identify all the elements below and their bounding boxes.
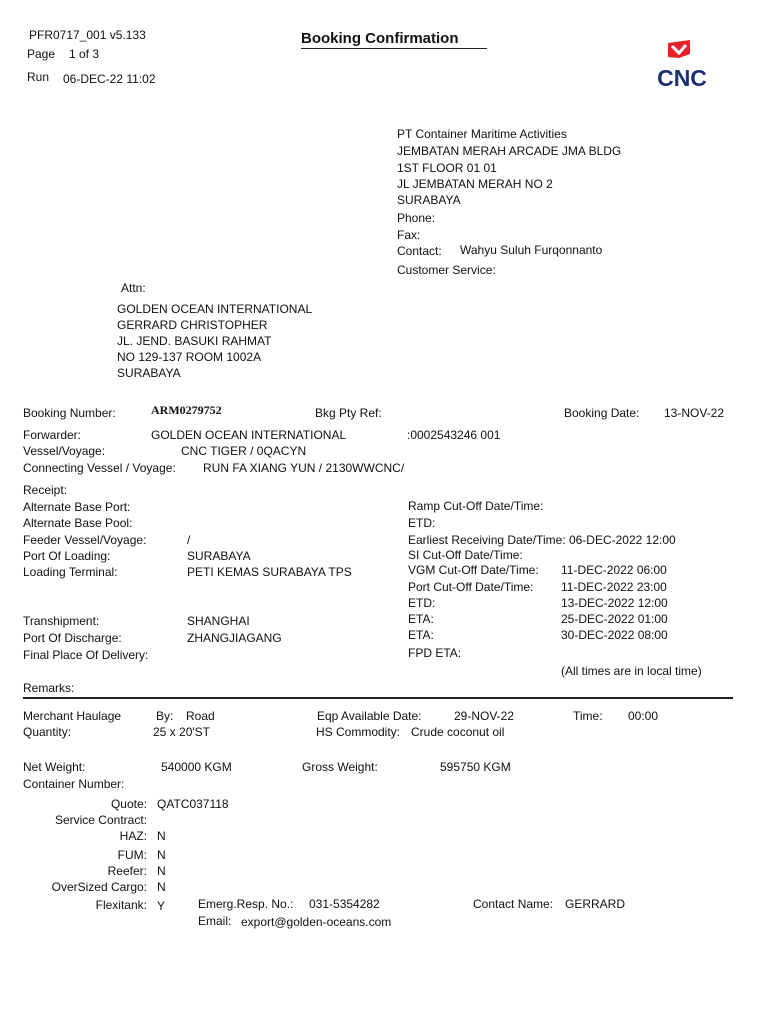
- logo-text: CNC: [657, 65, 707, 91]
- gross-weight-value: 595750 KGM: [440, 760, 511, 774]
- feeder-value: /: [187, 533, 191, 547]
- contact-label: Contact:: [397, 244, 442, 258]
- company-address-line: JEMBATAN MERAH ARCADE JMA BLDG: [397, 144, 622, 158]
- contact-value: Wahyu Suluh Furqonnanto: [460, 243, 603, 257]
- attn-line: SURABAYA: [117, 366, 181, 380]
- company-address-line: SURABAYA: [397, 193, 461, 207]
- fum-label: FUM:: [117, 848, 147, 862]
- oversized-cargo-label: OverSized Cargo:: [51, 880, 147, 894]
- ramp-cutoff-label: Ramp Cut-Off Date/Time:: [408, 499, 544, 513]
- run-label: Run: [27, 70, 50, 84]
- emergency-response-value: 031-5354282: [309, 897, 380, 911]
- attn-line: GERRARD CHRISTOPHER: [117, 318, 268, 332]
- company-name: PT Container Maritime Activities: [397, 127, 567, 141]
- page-number: 1 of 3: [69, 47, 100, 61]
- net-weight-label: Net Weight:: [23, 760, 86, 774]
- run-datetime: 06-DEC-22 11:02: [63, 72, 156, 86]
- bkg-pty-ref-label: Bkg Pty Ref:: [315, 406, 382, 420]
- alt-base-port-label: Alternate Base Port:: [23, 500, 131, 514]
- alt-base-pool-label: Alternate Base Pool:: [23, 516, 133, 530]
- fax-label: Fax:: [397, 228, 421, 242]
- loading-terminal-value: PETI KEMAS SURABAYA TPS: [187, 565, 352, 579]
- customer-service-label: Customer Service:: [397, 263, 496, 277]
- earliest-receiving: Earliest Receiving Date/Time: 06-DEC-2022 12:00: [408, 533, 676, 547]
- port-cutoff-label: Port Cut-Off Date/Time:: [408, 580, 534, 594]
- forwarder-code: :0002543246 001: [407, 428, 501, 442]
- transhipment-label: Transhipment:: [23, 614, 100, 628]
- flexitank-label: Flexitank:: [95, 898, 147, 912]
- document-title: Booking Confirmation: [301, 30, 459, 47]
- hs-commodity-label: HS Commodity:: [316, 725, 401, 739]
- flexitank-value: Y: [157, 899, 166, 913]
- feeder-label: Feeder Vessel/Voyage:: [23, 533, 147, 547]
- vgm-cutoff-value: 11-DEC-2022 06:00: [561, 563, 667, 577]
- email-label: Email:: [198, 914, 232, 928]
- transhipment-value: SHANGHAI: [187, 614, 250, 628]
- net-weight-value: 540000 KGM: [161, 760, 232, 774]
- form-id: PFR0717_001 v5.133: [29, 28, 146, 42]
- attn-line: NO 129-137 ROOM 1002A: [117, 350, 262, 364]
- quote-value: QATC037118: [157, 797, 229, 811]
- loading-terminal-label: Loading Terminal:: [23, 565, 118, 579]
- etd-value: 13-DEC-2022 12:00: [561, 596, 668, 610]
- reefer-value: N: [157, 864, 166, 878]
- haulage-label: Merchant Haulage: [23, 709, 122, 723]
- port-cutoff-value: 11-DEC-2022 23:00: [561, 580, 667, 594]
- eta-label: ETA:: [408, 628, 434, 642]
- vgm-cutoff-label: VGM Cut-Off Date/Time:: [408, 563, 539, 577]
- contact-name-label: Contact Name:: [473, 897, 554, 911]
- forwarder-label: Forwarder:: [23, 428, 82, 442]
- fpd-eta-label: FPD ETA:: [408, 646, 462, 660]
- quantity-value: 25 x 20'ST: [153, 725, 210, 739]
- etd-label: ETD:: [408, 596, 436, 610]
- connecting-vessel-label: Connecting Vessel / Voyage:: [23, 461, 176, 475]
- contact-name-value: GERRARD: [565, 897, 626, 911]
- remarks-label: Remarks:: [23, 681, 75, 695]
- oversized-cargo-value: N: [157, 880, 166, 894]
- time-value: 00:00: [628, 709, 659, 723]
- by-value: Road: [186, 709, 215, 723]
- port-of-discharge-value: ZHANGJIAGANG: [187, 631, 282, 645]
- service-contract-label: Service Contract:: [54, 813, 147, 827]
- eqp-available-value: 29-NOV-22: [454, 709, 515, 723]
- port-of-loading-value: SURABAYA: [187, 549, 251, 563]
- si-cutoff-label: SI Cut-Off Date/Time:: [408, 548, 523, 562]
- company-address-line: 1ST FLOOR 01 01: [397, 161, 497, 175]
- section-divider: [23, 697, 733, 699]
- forwarder-value: GOLDEN OCEAN INTERNATIONAL: [151, 428, 347, 442]
- port-of-discharge-label: Port Of Discharge:: [23, 631, 122, 645]
- eqp-available-label: Eqp Available Date:: [317, 709, 422, 723]
- eta-label: ETA:: [408, 612, 434, 626]
- eta-value: 30-DEC-2022 08:00: [561, 628, 668, 642]
- cnc-logo: [647, 37, 717, 93]
- connecting-vessel-value: RUN FA XIANG YUN / 2130WWCNC/: [203, 461, 405, 475]
- fum-value: N: [157, 848, 166, 862]
- hs-commodity-value: Crude coconut oil: [411, 725, 505, 739]
- page-label: Page: [27, 47, 56, 61]
- booking-date-label: Booking Date:: [564, 406, 640, 420]
- phone-label: Phone:: [397, 211, 436, 225]
- booking-number-label: Booking Number:: [23, 406, 116, 420]
- haz-value: N: [157, 829, 166, 843]
- reefer-label: Reefer:: [107, 864, 147, 878]
- attn-line: GOLDEN OCEAN INTERNATIONAL: [117, 302, 313, 316]
- time-label: Time:: [573, 709, 603, 723]
- haz-label: HAZ:: [119, 829, 147, 843]
- company-address-line: JL JEMBATAN MERAH NO 2: [397, 177, 553, 191]
- quote-label: Quote:: [110, 797, 147, 811]
- attn-label: Attn:: [121, 281, 146, 295]
- email-value: export@golden-oceans.com: [241, 915, 392, 929]
- local-time-note: (All times are in local time): [561, 664, 702, 678]
- by-label: By:: [156, 709, 174, 723]
- container-number-label: Container Number:: [23, 777, 125, 791]
- port-of-loading-label: Port Of Loading:: [23, 549, 111, 563]
- receipt-label: Receipt:: [23, 483, 68, 497]
- gross-weight-label: Gross Weight:: [302, 760, 378, 774]
- booking-number: ARM0279752: [151, 403, 222, 417]
- emergency-response-label: Emerg.Resp. No.:: [198, 897, 294, 911]
- vessel-value: CNC TIGER / 0QACYN: [181, 444, 307, 458]
- booking-date: 13-NOV-22: [664, 406, 725, 420]
- attn-line: JL. JEND. BASUKI RAHMAT: [117, 334, 272, 348]
- eta-value: 25-DEC-2022 01:00: [561, 612, 668, 626]
- quantity-label: Quantity:: [23, 725, 72, 739]
- title-underline: [301, 48, 487, 49]
- etd-label: ETD:: [408, 516, 436, 530]
- final-place-of-delivery-label: Final Place Of Delivery:: [23, 648, 149, 662]
- vessel-label: Vessel/Voyage:: [23, 444, 106, 458]
